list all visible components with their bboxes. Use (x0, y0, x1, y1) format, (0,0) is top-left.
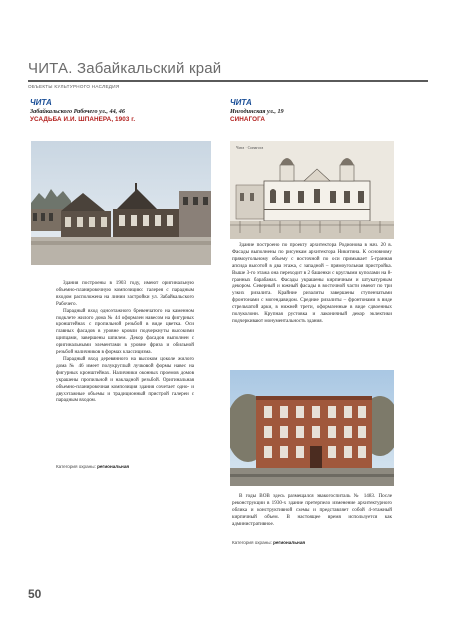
left-protection-category (56, 464, 129, 469)
left-photo (31, 141, 211, 265)
right-category-value: региональная (273, 540, 306, 545)
left-address: Забайкальского Рабочего ул., 44, 46 (30, 108, 125, 115)
right-protection-category (232, 540, 305, 545)
estate-photo-illustration (31, 141, 211, 265)
page-number: 50 (28, 587, 42, 601)
left-column (30, 98, 210, 124)
right-body-text-1 (232, 242, 392, 325)
left-paragraph: Парадный вход одноэтажного бревенчатого на каменном подклете жилого дома № 44 оформлен навесом на фигурных кронштейнах с пропильной резьбой в виде цветка. Оси главных фасадов в уровне кровли подчеркнуты высокими щипцами, завершены шпилем. Декор фасадов выполнен с оригинальными элементами в уровне фриза и обильной резьбой наличников в формах классицизма. (56, 307, 194, 356)
left-paragraph: Парадный вход деревянного на высоком цоколе жилого дома № 46 имеет полукруглый лучковой формы навес на фигурных кронштейнах. Наличники оконных проемов домов украшены пропильной и накладной резьбой. Оригинальная объемно-планировочная композиция здания сочетает одно- и двухэтажные объемы и традиционный пристрой галереи с парадным входом. (56, 355, 194, 404)
right-city: ЧИТА (230, 98, 252, 107)
left-category-value: региональная (97, 464, 130, 469)
right-object-title: СИНАГОГА (230, 116, 266, 123)
header-divider (28, 80, 428, 82)
left-paragraph: Здания построены в 1903 году, имеют оригинальную объемно-планировочную композицию: галерея с парадным входом расположена на линии застройки ул. Забайкальского Рабочего. (56, 280, 194, 307)
right-photo-modern (230, 370, 394, 486)
right-photo-historic (230, 141, 394, 239)
left-category-label: Категория охраны: (56, 464, 96, 469)
left-city: ЧИТА (30, 98, 52, 107)
photo-caption: Чита · Синагога (236, 145, 264, 150)
section-title: ЧИТА. Забайкальский край (28, 60, 222, 77)
right-column (230, 98, 394, 124)
synagogue-modern-illustration (230, 370, 394, 486)
right-paragraph: В годы ВОВ здесь размещался эвакогоспиталь № 1483. После реконструкции в 1930-х здание претерпело изменение архитектурного облика и конструктивной схемы и представляет собой 4-этажный кирпичный объем. В настоящее время используется как административное. (232, 493, 392, 527)
right-body-text-2 (232, 493, 392, 528)
right-category-label: Категория охраны: (232, 540, 272, 545)
left-object-title: УСАДЬБА И.И. ШПАНЕРА, 1903 г. (30, 116, 136, 123)
right-paragraph: Здание построено по проекту архитектора Родионова в нач. 20 в. Фасады выполнены по рисункам архитектора Никитина. К основному прямоугольному объему с восточной по оси примыкает 5-гранная апсида высотой в два этажа, с западной – прямоугольная пристройка. Выше 3-го этажа она переходит в 2 башенки с круглыми куполами на 8-гранных барабанах. Фасады украшены кирпичным и штукатурным декором. Северный и южный фасады в восточной части имеют по три узких ризалита. Крайние ризалиты завершены ступенчатыми фронтонами с могендавидом. Средние ризалиты – фронтонами в виде стрельчатой арки, в нижней трети, оформленные в виде сдвоенных полуколонн. Крупная рустовка и лаконичный декор эклектики подчеркивают монументальность здания. (232, 242, 392, 324)
synagogue-historic-illustration (230, 141, 394, 239)
right-address: Ингодинская ул., 19 (230, 108, 284, 115)
section-subtitle: ОБЪЕКТЫ КУЛЬТУРНОГО НАСЛЕДИЯ (28, 84, 120, 89)
left-body-text (56, 280, 194, 404)
